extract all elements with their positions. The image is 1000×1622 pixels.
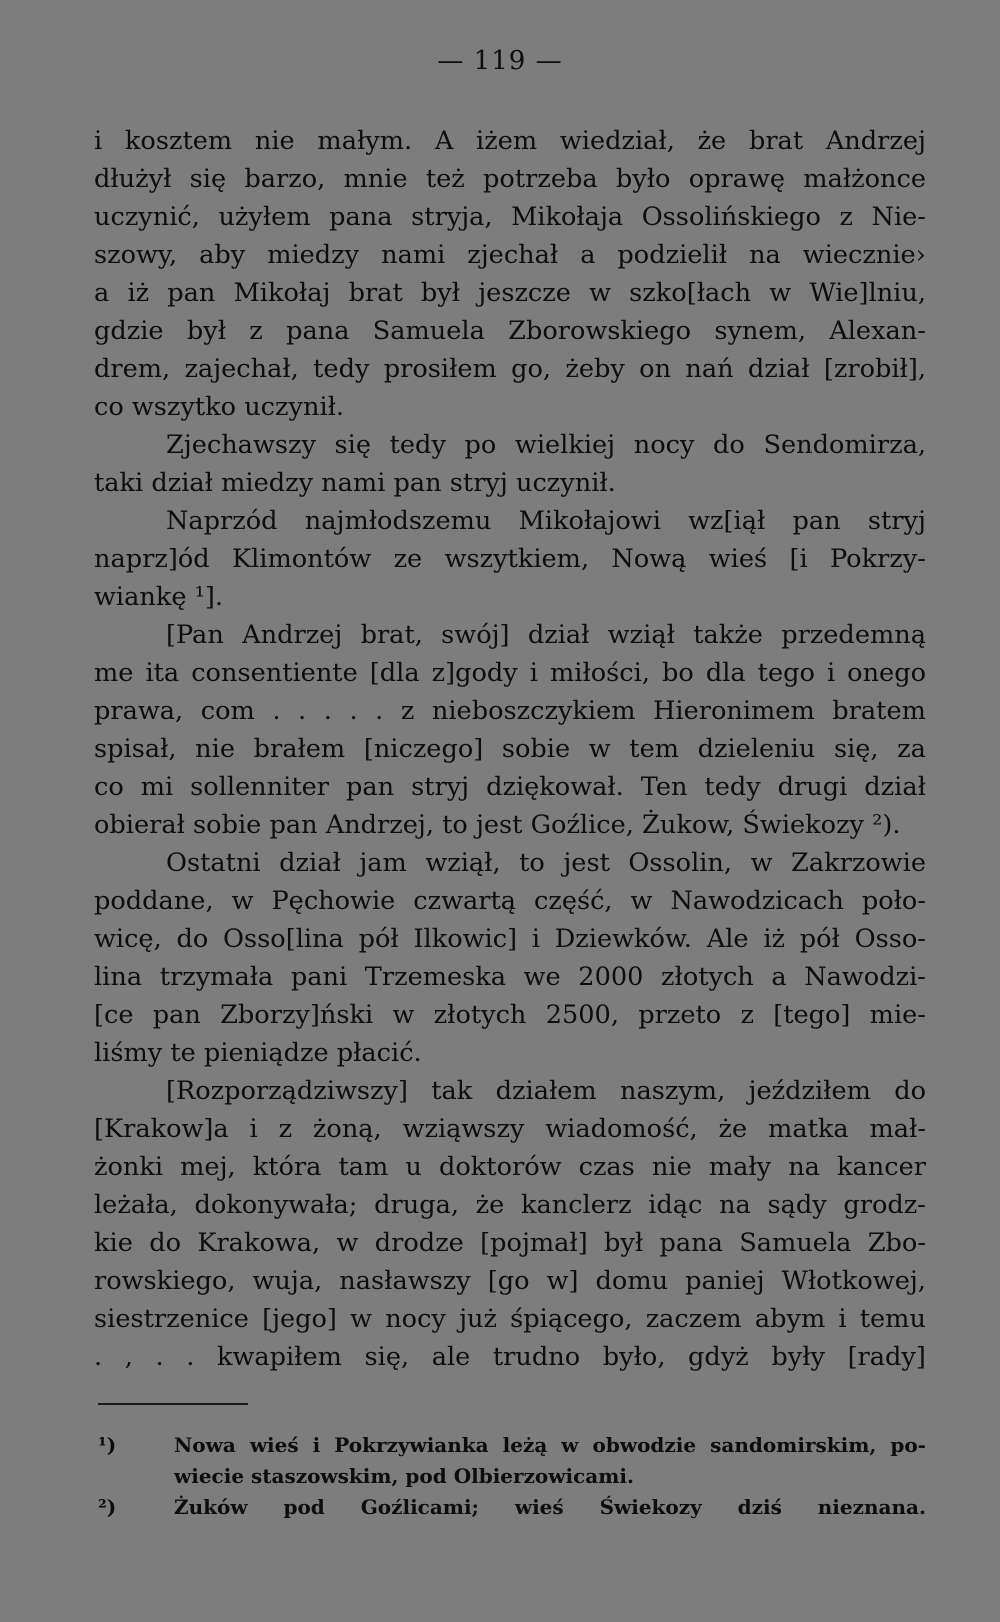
footnote-rule (98, 1403, 248, 1405)
text-line: [Pan Andrzej brat, swój] dział wziął także przedemną (166, 620, 926, 650)
text-line: me ita consentiente [dla z]gody i miłości, bo dla tego i onego (94, 658, 926, 688)
text-line: [Rozporządziwszy] tak działem naszym, jeździłem do (166, 1076, 926, 1106)
text-line: a iż pan Mikołaj brat był jeszcze w szko[łach w Wie]lniu, (94, 278, 926, 308)
text-line: szowy, aby miedzy nami zjechał a podzielił na wiecznie› (94, 240, 926, 270)
text-line: taki dział miedzy nami pan stryj uczynił. (94, 468, 616, 498)
footnotes (98, 1430, 926, 1523)
body-text (94, 122, 926, 1376)
text-line: obierał sobie pan Andrzej, to jest Goźlice, Żukow, Świekozy ²). (94, 810, 901, 840)
text-line: poddane, w Pęchowie czwartą część, w Nawodzicach poło- (94, 886, 926, 916)
text-line: i kosztem nie małym. A iżem wiedział, że brat Andrzej (94, 126, 926, 156)
text-line: [Krakow]a i z żoną, wziąwszy wiadomość, że matka mał- (94, 1114, 926, 1144)
text-line: leżała, dokonywała; druga, że kanclerz idąc na sądy grodz- (94, 1190, 926, 1220)
text-line: wicę, do Osso[lina pół Ilkowic] i Dziewków. Ale iż pół Osso- (94, 924, 926, 954)
text-line: naprz]ód Klimontów ze wszytkiem, Nową wieś [i Pokrzy- (94, 544, 926, 574)
text-line: co mi sollenniter pan stryj dziękował. Ten tedy drugi dział (94, 772, 926, 802)
text-line: liśmy te pieniądze płacić. (94, 1038, 422, 1068)
text-line: Naprzód najmłodszemu Mikołajowi wz[iął pan stryj (166, 506, 926, 536)
text-line: uczynić, użyłem pana stryja, Mikołaja Ossolińskiego z Nie- (94, 202, 926, 232)
text-line: lina trzymała pani Trzemeska we 2000 złotych a Nawodzi- (94, 962, 926, 992)
text-line: dłużył się barzo, mnie też potrzeba było oprawę małżonce (94, 164, 926, 194)
footnote-line (98, 1430, 926, 1461)
text-line: kie do Krakowa, w drodze [pojmał] był pana Samuela Zbo- (94, 1228, 926, 1258)
text-line: Ostatni dział jam wziął, to jest Ossolin, w Zakrzowie (166, 848, 926, 878)
text-line: . , . . kwapiłem się, ale trudno było, gdyż były [rady] (94, 1342, 926, 1372)
text-line: Zjechawszy się tedy po wielkiej nocy do Sendomirza, (166, 430, 926, 460)
footnote-line: wiecie staszowskim, pod Olbierzowicami. (174, 1464, 634, 1488)
footnote-marker: ¹) (98, 1433, 117, 1457)
text-line: spisał, nie brałem [niczego] sobie w tem dzieleniu się, za (94, 734, 926, 764)
text-line: [ce pan Zborzy]ński w złotych 2500, przeto z [tego] mie- (94, 1000, 926, 1030)
text-line: rowskiego, wuja, nasławszy [go w] domu paniej Włotkowej, (94, 1266, 926, 1296)
footnote-text: Nowa wieś i Pokrzywianka leżą w obwodzie sandomirskim, po- (174, 1433, 926, 1457)
text-line: co wszytko uczynił. (94, 392, 345, 422)
text-line: gdzie był z pana Samuela Zborowskiego synem, Alexan- (94, 316, 926, 346)
text-line: drem, zajechał, tedy prosiłem go, żeby on nań dział [zrobił], (94, 354, 926, 384)
text-line: żonki mej, która tam u doktorów czas nie mały na kancer (94, 1152, 926, 1182)
footnote-marker: ²) (98, 1495, 117, 1519)
footnote-text: Żuków pod Goźlicami; wieś Świekozy dziś nieznana. (174, 1495, 926, 1519)
text-line: wiankę ¹]. (94, 582, 224, 612)
text-line: siestrzenice [jego] w nocy już śpiącego, zaczem abym i temu (94, 1304, 926, 1334)
footnote-line (98, 1492, 926, 1523)
text-line: prawa, com . . . . . z nieboszczykiem Hieronimem bratem (94, 696, 926, 726)
page-number: — 119 — (437, 46, 563, 76)
